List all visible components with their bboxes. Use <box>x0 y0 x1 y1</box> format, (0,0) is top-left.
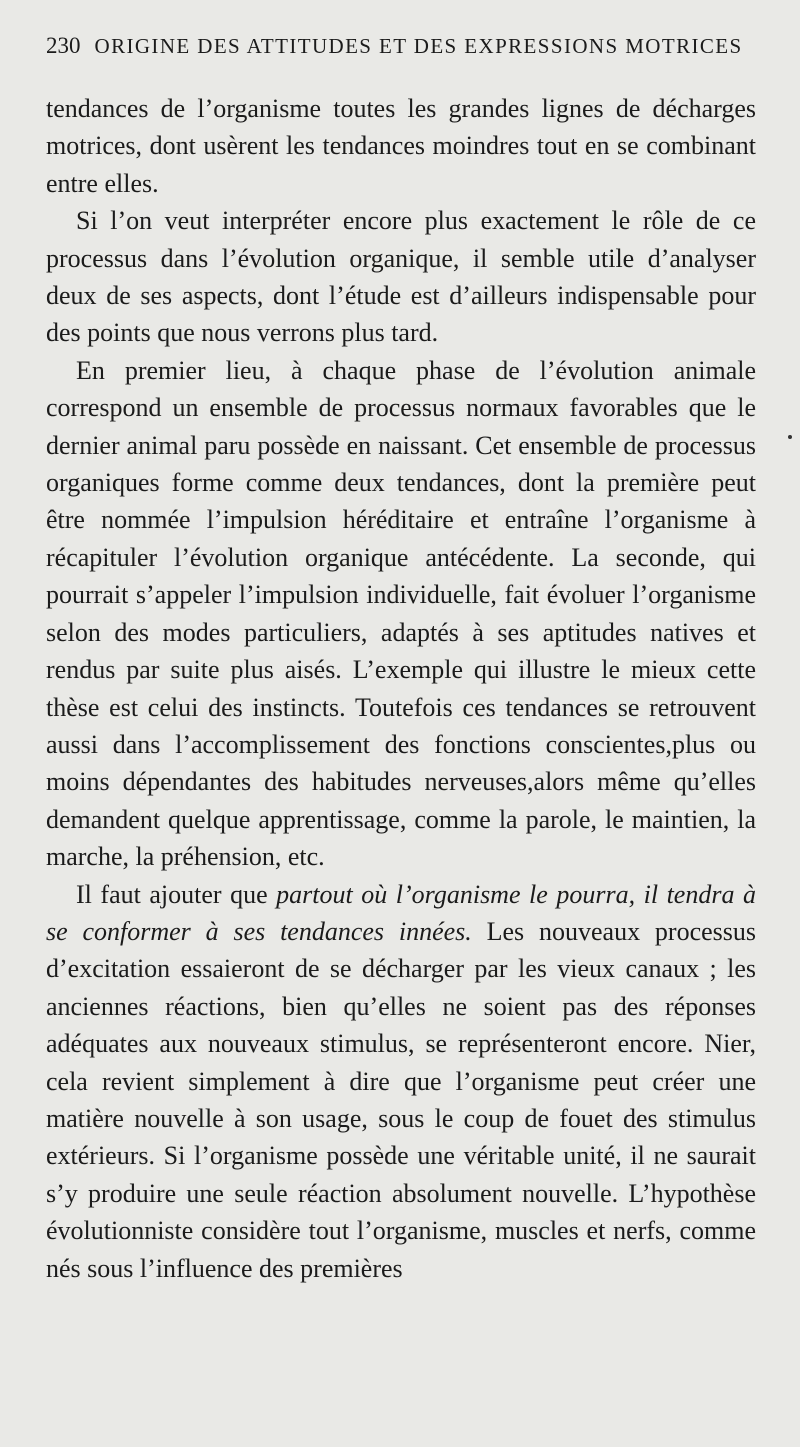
body-text <box>46 90 756 1287</box>
paragraph-2: Si l’on veut interpréter encore plus exactement le rôle de ce processus dans l’évolution organique, il semble utile d’analyser deux de ses aspects, dont l’étude est d’ailleurs indispensable pour des points que nous verrons plus tard. <box>46 206 756 348</box>
paragraph-4-lead: Il faut ajouter que <box>76 879 277 909</box>
margin-dot <box>788 435 792 439</box>
running-head <box>46 33 756 73</box>
paragraph-4 <box>46 876 756 1287</box>
paragraph-4-rest: Les nouveaux processus d’excitation essaieront de se décharger par les vieux canaux ; les anciennes réactions, bien qu’elles ne soient pas des réponses adéquates aux nouveaux stimulus, se représenteront encore. Nier, cela revient simplement à dire que l’organisme peut créer une matière nouvelle à son usage, sous le coup de fouet des stimulus extérieurs. Si l’organisme possède une véritable unité, il ne saurait s’y produire une seule réaction absolument nouvelle. L’hypothèse évolutionniste considère tout l’organisme, muscles et nerfs, comme nés sous l’influence des premières <box>46 916 756 1283</box>
running-title: ORIGINE DES ATTITUDES ET DES EXPRESSIONS MOTRICES <box>94 34 743 58</box>
paragraph-4-emphasis: partout où l’organisme le pourra, il tendra à se conformer à ses tendances innées. <box>46 879 756 946</box>
page-number: 230 <box>46 33 81 58</box>
paragraph-3: En premier lieu, à chaque phase de l’évolution animale correspond un ensemble de processus normaux favorables que le dernier animal paru possède en naissant. Cet ensemble de processus organiques forme comme deux tendances, dont la première peut être nommée l’impulsion héréditaire et entraîne l’organisme à récapituler l’évolution organique antécédente. La seconde, qui pourrait s’appeler l’impulsion individuelle, fait évoluer l’organisme selon des modes particuliers, adaptés à ses aptitudes natives et rendus par suite plus aisés. L’exemple qui illustre le mieux cette thèse est celui des instincts. Toutefois ces tendances se retrouvent aussi dans l’accomplissement des fonctions conscientes,plus ou moins dépendantes des habitudes nerveuses,alors même qu’elles demandent quelque apprentissage, comme la parole, le maintien, la marche, la préhension, etc. <box>46 355 756 872</box>
paragraph-1: tendances de l’organisme toutes les grandes lignes de décharges motrices, dont usèrent les tendances moindres tout en se combinant entre elles. <box>46 94 756 198</box>
